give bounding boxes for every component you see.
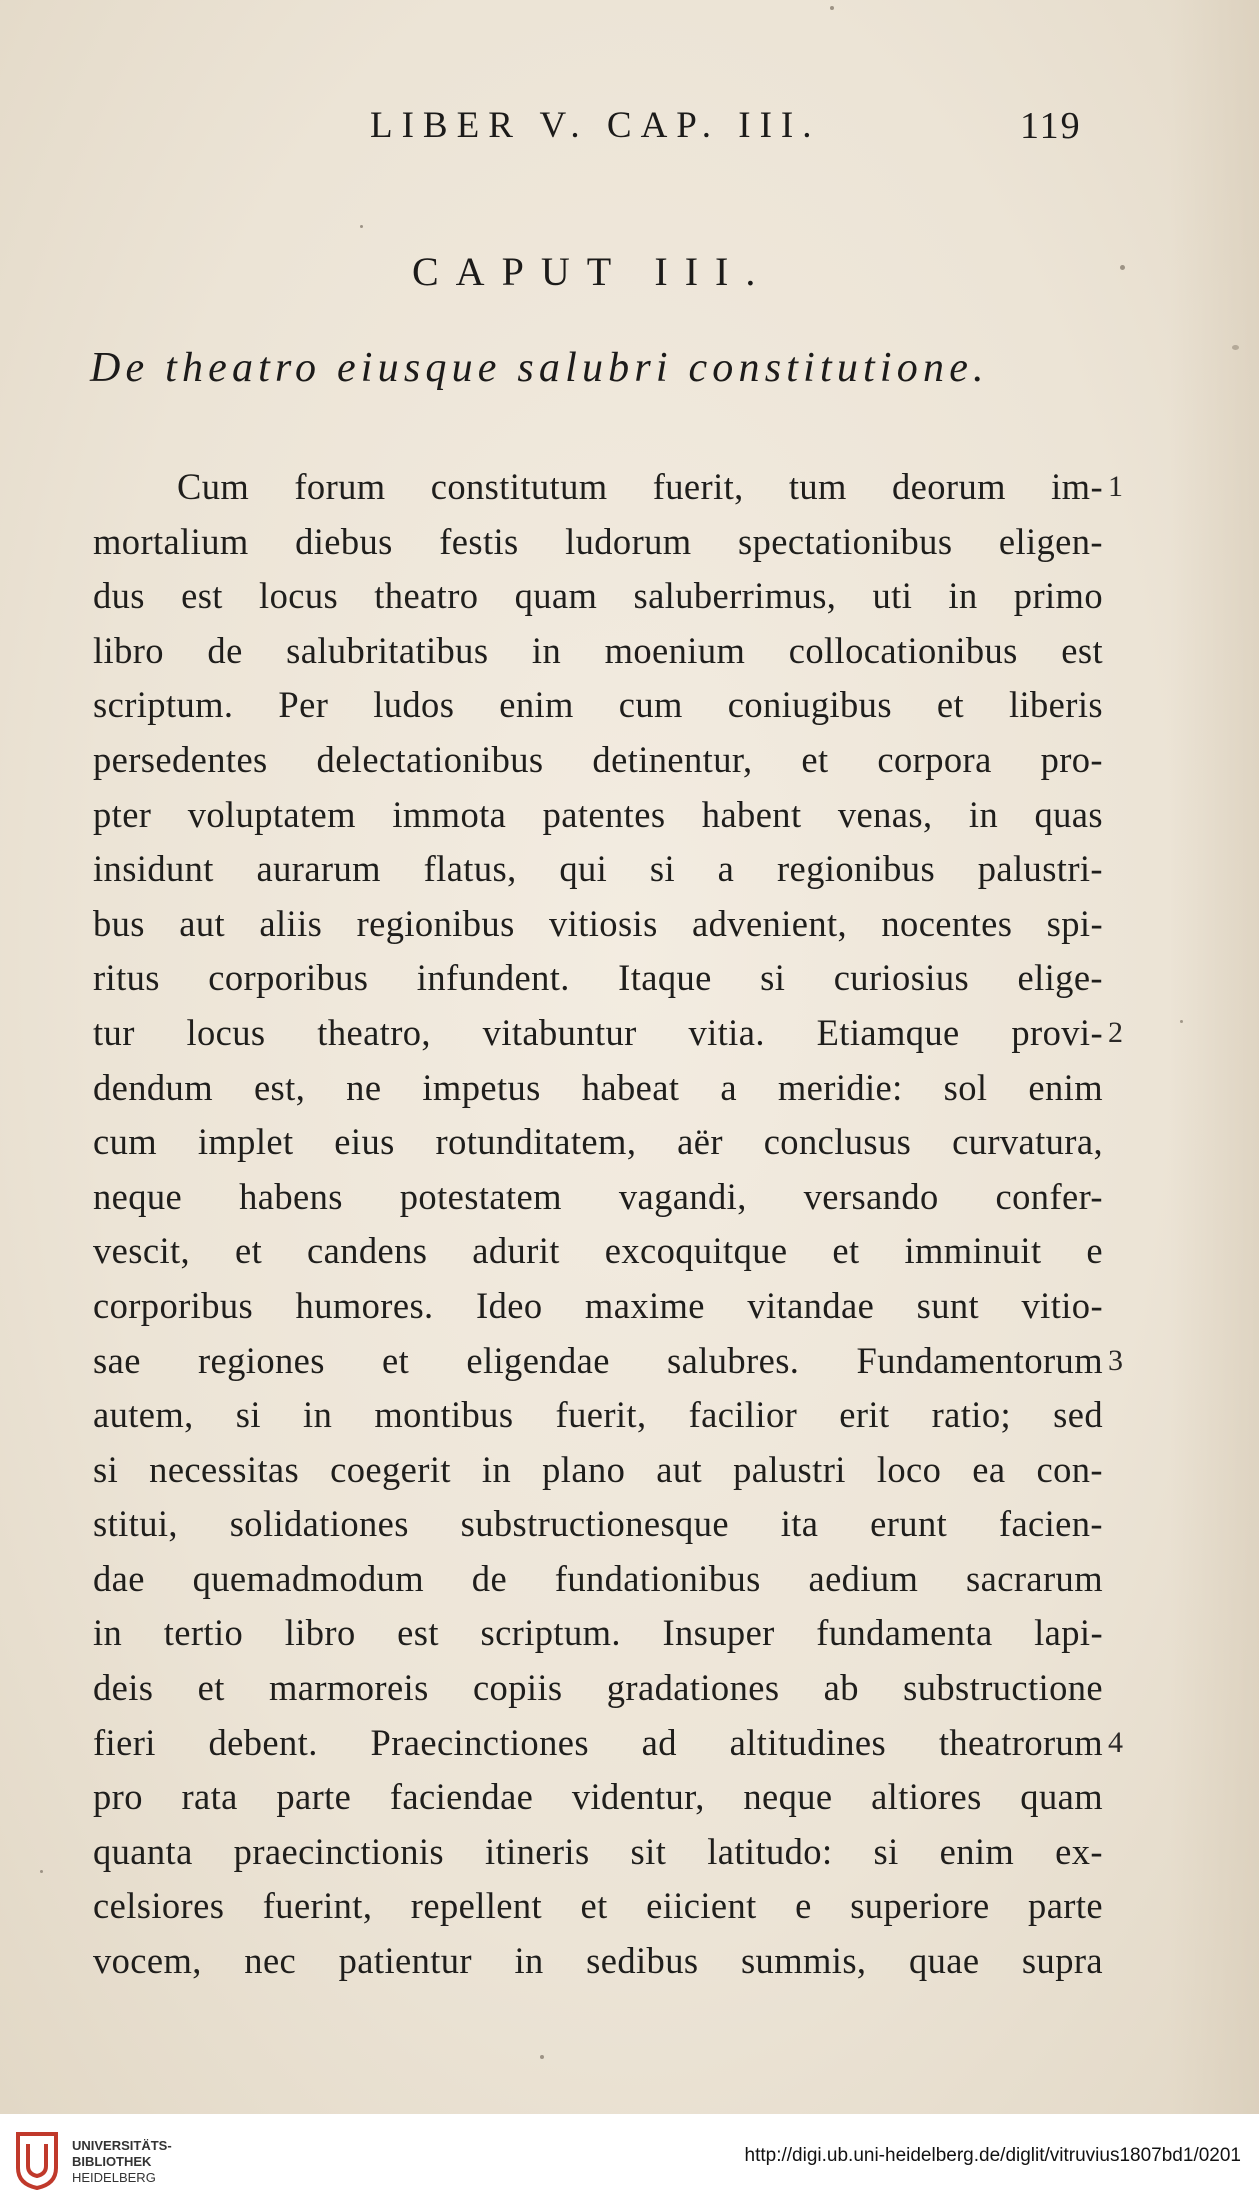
text-line-content: si necessitas coegerit in plano aut palustri loco ea con- <box>93 1448 1103 1490</box>
ub-heidelberg-logo-icon <box>12 2128 62 2194</box>
chapter-subtitle: De theatro eiusque salubri constitutione. <box>90 345 989 391</box>
text-line <box>93 897 1103 952</box>
text-line-content: deis et marmoreis copiis gradationes ab substructione <box>93 1667 1103 1709</box>
text-line <box>93 1224 1103 1279</box>
section-number: 4 <box>1108 1725 1124 1759</box>
text-line-content: fieri debent. Praecinctiones ad altitudines theatrorum <box>93 1721 1103 1763</box>
text-line <box>93 515 1103 570</box>
text-line <box>93 842 1103 897</box>
text-line <box>93 1716 1124 1771</box>
text-line-content: stitui, solidationes substructionesque ita erunt facien- <box>93 1503 1103 1545</box>
text-line-content: bus aut aliis regionibus vitiosis advenient, nocentes spi- <box>93 902 1103 944</box>
text-line <box>93 678 1103 733</box>
text-line <box>93 1661 1103 1716</box>
text-line-content: celsiores fuerint, repellent et eiicient e superiore parte <box>93 1885 1103 1927</box>
library-name-line-2: BIBLIOTHEK <box>72 2154 152 2169</box>
text-line <box>93 1279 1103 1334</box>
text-line <box>93 1388 1103 1443</box>
text-line <box>93 1552 1103 1607</box>
running-head: LIBER V. CAP. III. <box>370 105 821 146</box>
text-line <box>93 1061 1103 1116</box>
footer-bar <box>0 2114 1259 2206</box>
text-line <box>93 1825 1103 1880</box>
text-line-content: vocem, nec patientur in sedibus summis, quae supra <box>93 1940 1103 1982</box>
text-line <box>93 569 1103 624</box>
text-line-content: autem, si in montibus fuerit, facilior erit ratio; sed <box>93 1394 1103 1436</box>
text-line <box>93 1115 1103 1170</box>
text-line <box>93 1443 1103 1498</box>
section-number: 2 <box>1108 1015 1124 1049</box>
text-line-content: mortalium diebus festis ludorum spectationibus eligen- <box>93 520 1103 562</box>
text-line <box>93 951 1103 1006</box>
text-line <box>93 624 1103 679</box>
text-line <box>93 788 1103 843</box>
text-line-content: insidunt aurarum flatus, qui si a regionibus palustri- <box>93 848 1103 890</box>
library-name-line-1: UNIVERSITÄTS- <box>72 2138 172 2153</box>
text-line <box>93 1334 1124 1389</box>
chapter-title: CAPUT III. <box>412 249 773 294</box>
text-line <box>93 733 1103 788</box>
text-line-content: pro rata parte faciendae videntur, neque altiores quam <box>93 1776 1103 1818</box>
text-line-content: vescit, et candens adurit excoquitque et imminuit e <box>93 1230 1103 1272</box>
text-line <box>93 1934 1103 1989</box>
text-line-content: dus est locus theatro quam saluberrimus, uti in primo <box>93 575 1103 617</box>
library-name-line-3: HEIDELBERG <box>72 2170 156 2185</box>
text-line <box>93 1770 1103 1825</box>
text-line <box>93 1606 1103 1661</box>
text-line-content: dendum est, ne impetus habeat a meridie: sol enim <box>93 1066 1103 1108</box>
text-line-content: dae quemadmodum de fundationibus aedium sacrarum <box>93 1557 1103 1599</box>
text-line-content: libro de salubritatibus in moenium collocationibus est <box>93 629 1103 671</box>
text-line-content: tur locus theatro, vitabuntur vitia. Etiamque provi- <box>93 1011 1103 1053</box>
text-line-content: corporibus humores. Ideo maxime vitandae sunt vitio- <box>93 1284 1103 1326</box>
text-line <box>93 1006 1124 1061</box>
text-line <box>93 1879 1103 1934</box>
text-line-content: pter voluptatem immota patentes habent venas, in quas <box>93 793 1103 835</box>
section-number: 1 <box>1108 470 1124 503</box>
text-line-content: ritus corporibus infundent. Itaque si curiosius elige- <box>93 957 1103 999</box>
text-line <box>93 1170 1103 1225</box>
text-line-content: sae regiones et eligendae salubres. Fundamentorum <box>93 1339 1103 1381</box>
text-line-content: Cum forum constitutum fuerit, tum deorum im- <box>177 466 1103 507</box>
text-line-content: in tertio libro est scriptum. Insuper fundamenta lapi- <box>93 1612 1103 1654</box>
text-line <box>93 460 1124 515</box>
section-number: 3 <box>1108 1343 1124 1377</box>
text-line-content: scriptum. Per ludos enim cum coniugibus et liberis <box>93 684 1103 726</box>
text-line-content: persedentes delectationibus detinentur, et corpora pro- <box>93 738 1103 780</box>
text-line <box>93 1497 1103 1552</box>
page-number: 119 <box>1020 105 1082 147</box>
text-line-content: cum implet eius rotunditatem, aër conclusus curvatura, <box>93 1121 1103 1163</box>
text-line-content: neque habens potestatem vagandi, versando confer- <box>93 1175 1103 1217</box>
body-text <box>93 460 1124 1989</box>
text-line-content: quanta praecinctionis itineris sit latitudo: si enim ex- <box>93 1830 1103 1872</box>
source-url-link[interactable]: http://digi.ub.uni-heidelberg.de/diglit/vitruvius1807bd1/0201 <box>744 2145 1241 2166</box>
